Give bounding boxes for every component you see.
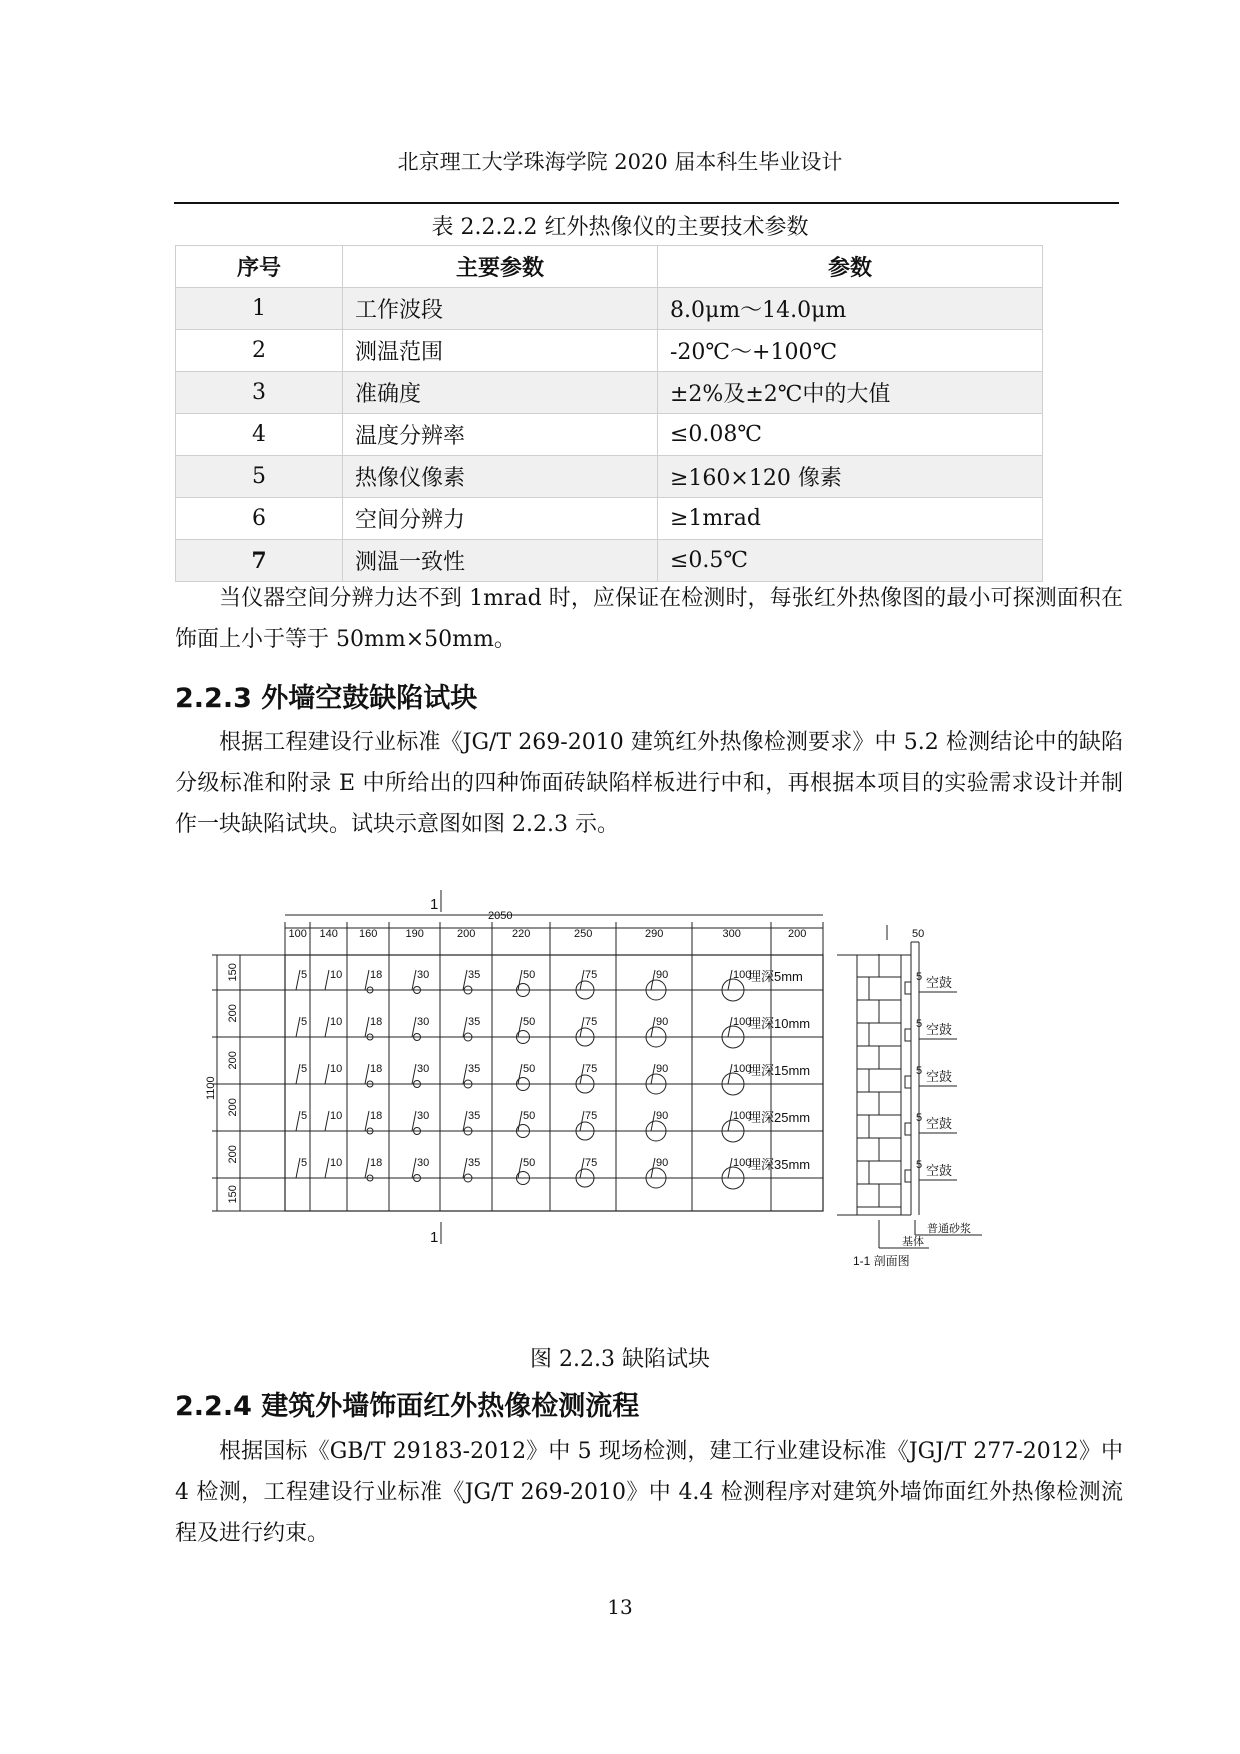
dimension-label: 300 <box>722 928 741 940</box>
table-cell: ≤0.5℃ <box>658 540 1043 582</box>
table-cell: 准确度 <box>343 372 658 414</box>
table-cell: 4 <box>176 414 343 456</box>
leader-line <box>518 970 522 990</box>
defect-size-label: 30 <box>417 969 430 981</box>
header-rule <box>174 202 1119 204</box>
leader-line <box>580 1017 584 1037</box>
leader-line <box>325 1111 329 1131</box>
defect-size-label: 100 <box>733 1157 752 1169</box>
table-row <box>176 498 1043 540</box>
dimension-label: 1100 <box>205 1076 217 1100</box>
leader-line <box>296 1158 300 1178</box>
table-cell: 5 <box>176 456 343 498</box>
defect-size-label: 10 <box>330 1063 343 1075</box>
hollow-marker <box>905 1123 911 1135</box>
depth-label: 埋深35mm <box>748 1157 811 1172</box>
leader-line <box>325 1064 329 1084</box>
table-row <box>176 414 1043 456</box>
leader-line <box>325 1158 329 1178</box>
dimension-label: 190 <box>405 928 424 940</box>
table-cell: ±2%及±2℃中的大值 <box>658 372 1043 414</box>
parameters-table <box>175 245 1043 582</box>
figure-caption: 图 2.2.3 缺陷试块 <box>530 1347 710 1372</box>
section-heading: 2.2.4 建筑外墙饰面红外热像检测流程 <box>175 1391 640 1422</box>
dimension-label: 200 <box>227 1004 239 1023</box>
defect-size-label: 5 <box>301 1016 308 1028</box>
section-heading: 2.2.3 外墙空鼓缺陷试块 <box>175 683 478 714</box>
defect-size-label: 5 <box>301 1063 308 1075</box>
defect-size-label: 35 <box>468 1110 481 1122</box>
defect-size-label: 5 <box>301 969 308 981</box>
leader-line <box>518 1158 522 1178</box>
defect-size-label: 10 <box>330 969 343 981</box>
depth-label: 埋深5mm <box>748 969 803 984</box>
defect-size-label: 35 <box>468 1016 481 1028</box>
defect-size-label: 35 <box>468 969 481 981</box>
defect-size-label: 100 <box>733 1063 752 1075</box>
defect-size-label: 90 <box>656 1063 669 1075</box>
page-number: 13 <box>607 1595 633 1619</box>
defect-size-label: 50 <box>523 1157 536 1169</box>
dimension-label: 150 <box>227 963 239 982</box>
defect-size-label: 30 <box>417 1016 430 1028</box>
hollow-label: 空鼓 <box>926 1116 953 1131</box>
dimension-label: 50 <box>912 928 925 940</box>
table-cell: 温度分辨率 <box>343 414 658 456</box>
leader-line <box>580 1111 584 1131</box>
defect-size-label: 100 <box>733 1110 752 1122</box>
defect-size-label: 18 <box>370 1110 383 1122</box>
section-mark: 1 <box>430 1229 439 1246</box>
table-cell: -20℃～+100℃ <box>658 330 1043 372</box>
section-mark-label: 5 <box>916 1112 923 1124</box>
leader-line <box>580 1064 584 1084</box>
section-mark: 1 <box>430 896 439 913</box>
defect-size-label: 75 <box>585 1063 598 1075</box>
dimension-label: 290 <box>645 928 664 940</box>
depth-label: 埋深25mm <box>748 1110 811 1125</box>
hollow-marker <box>905 1170 911 1182</box>
dimension-label: 200 <box>227 1145 239 1164</box>
defect-size-label: 35 <box>468 1063 481 1075</box>
table-header-cell: 序号 <box>176 246 343 288</box>
defect-size-label: 50 <box>523 969 536 981</box>
defect-size-label: 90 <box>656 1157 669 1169</box>
hollow-label: 空鼓 <box>926 1022 953 1037</box>
section-view-title: 1-1 剖面图 <box>853 1254 910 1268</box>
table-row <box>176 456 1043 498</box>
table-cell: ≤0.08℃ <box>658 414 1043 456</box>
table-cell: 热像仪像素 <box>343 456 658 498</box>
dimension-label: 200 <box>227 1098 239 1117</box>
defect-size-label: 90 <box>656 969 669 981</box>
table-row <box>176 540 1043 582</box>
leader-line <box>580 970 584 990</box>
table-row <box>176 330 1043 372</box>
table-cell: 7 <box>176 540 343 582</box>
defect-size-label: 10 <box>330 1157 343 1169</box>
dimension-label: 200 <box>457 928 476 940</box>
depth-label: 埋深15mm <box>748 1063 811 1078</box>
table-cell: 8.0μm～14.0μm <box>658 288 1043 330</box>
hollow-marker <box>905 1029 911 1041</box>
table-cell: 2 <box>176 330 343 372</box>
table-cell: 3 <box>176 372 343 414</box>
defect-size-label: 90 <box>656 1016 669 1028</box>
table-header-cell: 参数 <box>658 246 1043 288</box>
page-header: 北京理工大学珠海学院 2020 届本科生毕业设计 <box>397 150 843 174</box>
table-cell: 工作波段 <box>343 288 658 330</box>
dimension-label: 200 <box>227 1051 239 1070</box>
defect-size-label: 30 <box>417 1157 430 1169</box>
defect-size-label: 10 <box>330 1110 343 1122</box>
leader-line <box>518 1017 522 1037</box>
table-cell: 1 <box>176 288 343 330</box>
table-caption: 表 2.2.2.2 红外热像仪的主要技术参数 <box>431 215 809 240</box>
hollow-label: 空鼓 <box>926 1069 953 1084</box>
leader-line <box>296 1064 300 1084</box>
section-mark-label: 5 <box>916 971 923 983</box>
table-cell: ≥160×120 像素 <box>658 456 1043 498</box>
dimension-label: 200 <box>788 928 807 940</box>
defect-size-label: 5 <box>301 1110 308 1122</box>
depth-label: 埋深10mm <box>748 1016 811 1031</box>
hollow-marker <box>905 1076 911 1088</box>
section-mark-label: 5 <box>916 1159 923 1171</box>
defect-size-label: 75 <box>585 1016 598 1028</box>
paragraph: 根据国标《GB/T 29183-2012》中 5 现场检测，建工行业建设标准《JGJ/T 277-2012》中 4 检测，工程建设行业标准《JG/T 269-2010》中 4.4 检测程序对建筑外墙饰面红外热像检测流程及进行约束。 <box>175 1439 1123 1546</box>
defect-size-label: 30 <box>417 1063 430 1075</box>
defect-size-label: 50 <box>523 1110 536 1122</box>
table-row <box>176 288 1043 330</box>
dimension-label: 250 <box>574 928 593 940</box>
dimension-label: 160 <box>359 928 378 940</box>
defect-size-label: 10 <box>330 1016 343 1028</box>
table-cell: ≥1mrad <box>658 498 1043 540</box>
leader-line <box>296 970 300 990</box>
leader-line <box>325 1017 329 1037</box>
defect-size-label: 50 <box>523 1016 536 1028</box>
paragraph: 当仪器空间分辨力达不到 1mrad 时，应保证在检测时，每张红外热像图的最小可探测面积在饰面上小于等于 50mm×50mm。 <box>175 586 1123 652</box>
defect-size-label: 5 <box>301 1157 308 1169</box>
defect-size-label: 30 <box>417 1110 430 1122</box>
table-cell: 空间分辨力 <box>343 498 658 540</box>
defect-size-label: 18 <box>370 1016 383 1028</box>
section-mark-label: 5 <box>916 1018 923 1030</box>
leader-line <box>518 1111 522 1131</box>
dimension-label: 220 <box>512 928 531 940</box>
dimension-label: 140 <box>319 928 338 940</box>
leader-line <box>580 1158 584 1178</box>
dimension-label: 2050 <box>488 910 513 922</box>
defect-size-label: 18 <box>370 1063 383 1075</box>
defect-test-block-figure <box>200 870 1120 1310</box>
leader-line <box>325 970 329 990</box>
defect-size-label: 18 <box>370 969 383 981</box>
table-cell: 测温一致性 <box>343 540 658 582</box>
defect-size-label: 75 <box>585 1157 598 1169</box>
table-cell: 6 <box>176 498 343 540</box>
table-cell: 测温范围 <box>343 330 658 372</box>
dimension-label: 150 <box>227 1185 239 1204</box>
defect-size-label: 75 <box>585 969 598 981</box>
defect-size-label: 100 <box>733 1016 752 1028</box>
hollow-marker <box>905 982 911 994</box>
base-label: 基体 <box>902 1236 924 1248</box>
leader-line <box>518 1064 522 1084</box>
leader-line <box>296 1017 300 1037</box>
hollow-label: 空鼓 <box>926 1163 953 1178</box>
defect-size-label: 75 <box>585 1110 598 1122</box>
defect-size-label: 50 <box>523 1063 536 1075</box>
hollow-label: 空鼓 <box>926 975 953 990</box>
section-mark-label: 5 <box>916 1065 923 1077</box>
defect-size-label: 100 <box>733 969 752 981</box>
defect-size-label: 18 <box>370 1157 383 1169</box>
leader-line <box>296 1111 300 1131</box>
mortar-label: 普通砂浆 <box>927 1223 971 1235</box>
defect-size-label: 90 <box>656 1110 669 1122</box>
table-row <box>176 372 1043 414</box>
paragraph: 根据工程建设行业标准《JG/T 269-2010 建筑红外热像检测要求》中 5.2 检测结论中的缺陷分级标准和附录 E 中所给出的四种饰面砖缺陷样板进行中和，再根据本项目的实验需求设计并制作一块缺陷试块。试块示意图如图 2.2.3 示。 <box>175 730 1123 837</box>
table-header-cell: 主要参数 <box>343 246 658 288</box>
dimension-label: 100 <box>288 928 307 940</box>
defect-size-label: 35 <box>468 1157 481 1169</box>
